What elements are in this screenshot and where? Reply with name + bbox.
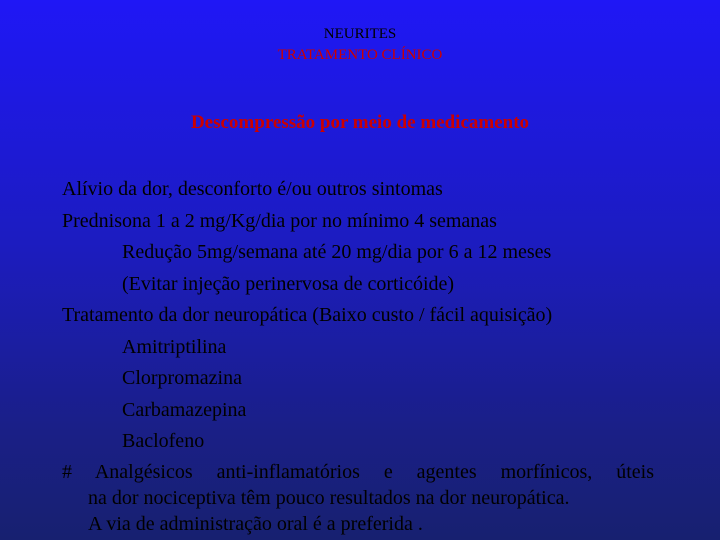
note-line-1: # Analgésicos anti-inflamatórios e agentes morfínicos, úteis <box>62 460 654 483</box>
body-line-tratamento: Tratamento da dor neuropática (Baixo custo / fácil aquisição) <box>62 304 553 326</box>
note-line-2: na dor nociceptiva têm pouco resultados na dor neuropática. <box>88 486 570 509</box>
slide-body <box>62 174 654 537</box>
body-line-relief: Alívio da dor, desconforto é/ou outros sintomas <box>62 178 443 200</box>
slide-subtitle: TRATAMENTO CLÍNICO <box>277 47 443 63</box>
drug-item: Carbamazepina <box>122 398 247 421</box>
drug-item: Amitriptilina <box>122 335 227 358</box>
body-line-reducao: Redução 5mg/semana até 20 mg/dia por 6 a 12 meses <box>122 241 552 263</box>
body-line-prednisona: Prednisona 1 a 2 mg/Kg/dia por no mínimo 4 semanas <box>62 209 497 232</box>
body-line-evitar: (Evitar injeção perinervosa de corticóide) <box>122 272 455 295</box>
drug-item: Baclofeno <box>122 430 205 452</box>
analgesic-note <box>62 459 654 537</box>
slide-title: NEURITES <box>323 26 397 42</box>
drug-item: Clorpromazina <box>122 367 242 389</box>
section-title: Descompressão por meio de medicamento <box>190 112 530 133</box>
slide-header <box>0 24 720 66</box>
note-line-3: A via de administração oral é a preferida . <box>88 512 423 535</box>
